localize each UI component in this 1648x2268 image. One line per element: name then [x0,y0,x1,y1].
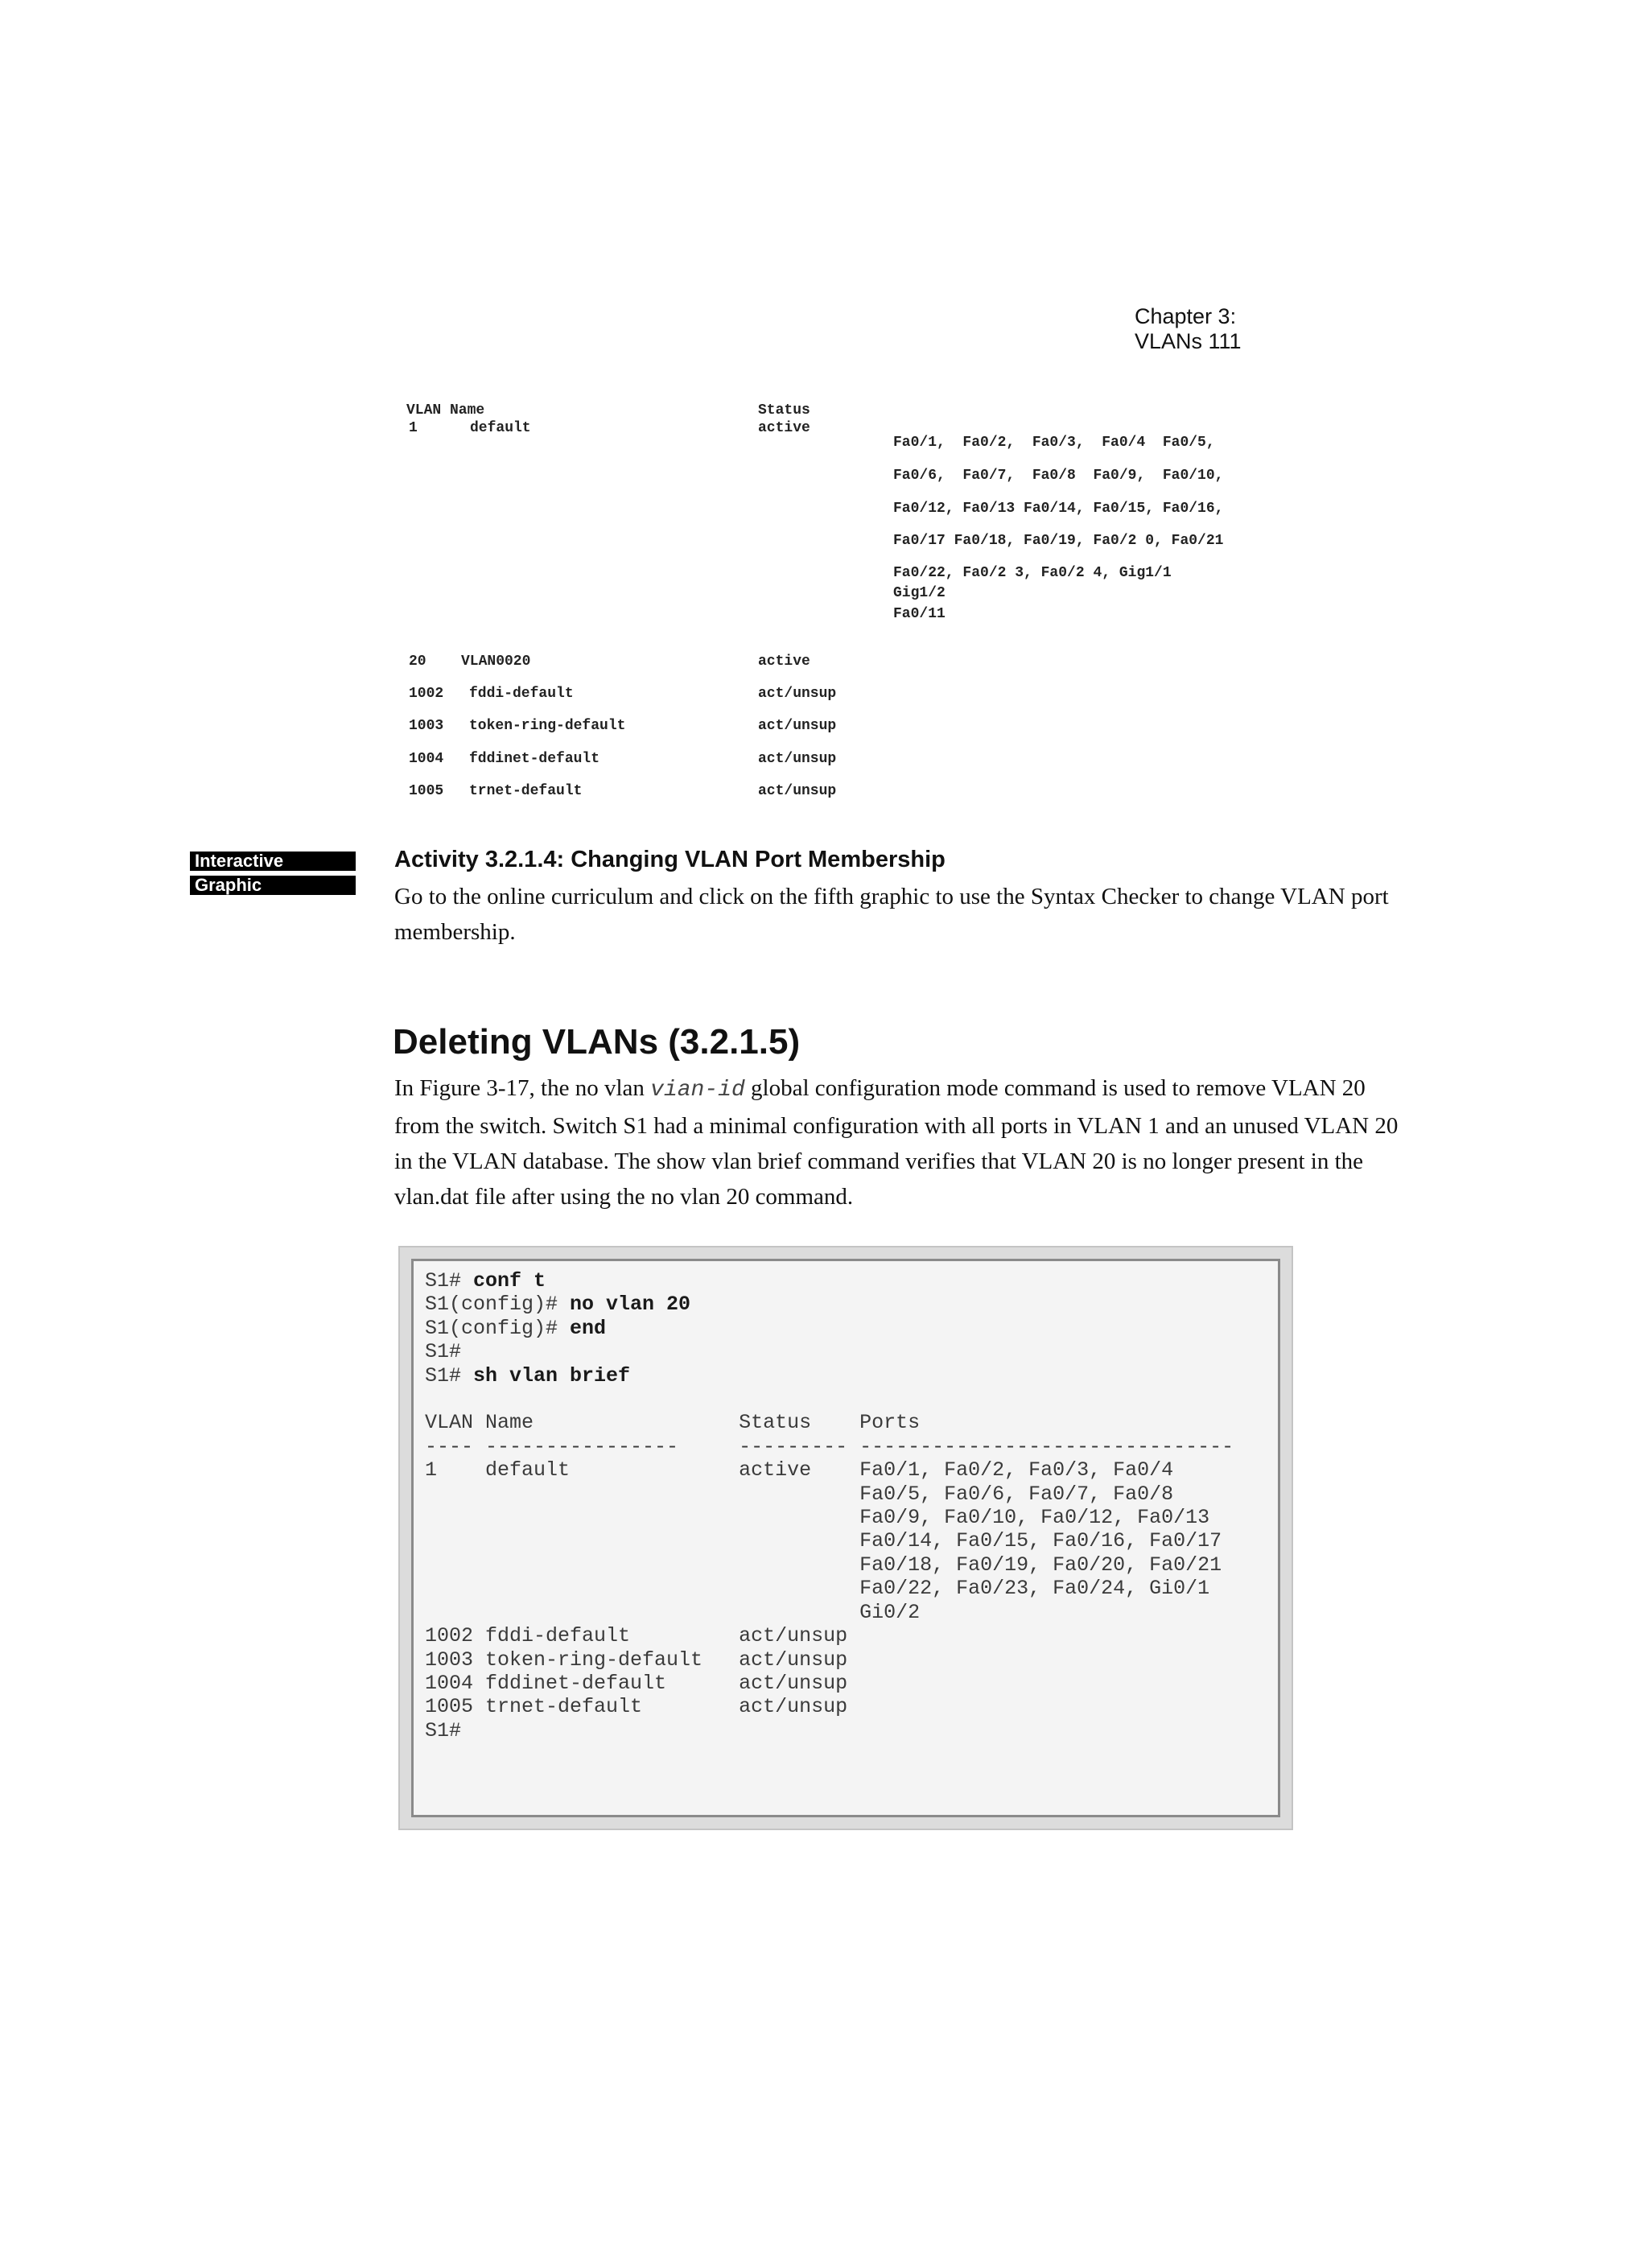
top-table-ports-line: Fa0/1, Fa0/2, Fa0/3, Fa0/4 Fa0/5, [893,435,1215,451]
terminal-table-line: Fa0/5, Fa0/6, Fa0/7, Fa0/8 [425,1482,1174,1506]
top-table-row-name: VLAN0020 [461,654,531,670]
top-table-ports-line: Gig1/2 [893,585,946,601]
top-table-row-status: act/unsup [758,718,837,734]
terminal-table-line: 1005 trnet-default act/unsup [425,1695,848,1719]
top-table-row-status: act/unsup [758,751,837,767]
top-table-ports-line: Fa0/17 Fa0/18, Fa0/19, Fa0/2 0, Fa0/21 [893,533,1224,549]
terminal-table-line: Fa0/18, Fa0/19, Fa0/20, Fa0/21 [425,1553,1222,1577]
top-table-row-id: 1003 [409,718,444,734]
top-table-row-name: trnet-default [469,783,583,799]
terminal-table-line: 1004 fddinet-default act/unsup [425,1671,848,1695]
terminal-prompt: S1# [425,1363,474,1388]
top-table-row-status: active [758,654,810,670]
top-table-row-id: 1005 [409,783,444,799]
terminal-output [425,1269,1234,1742]
top-table-row1-status: active [758,420,810,436]
terminal-prompt: S1# [425,1718,462,1742]
terminal-table-line: VLAN Name Status Ports [425,1411,921,1435]
activity-title: Activity 3.2.1.4: Changing VLAN Port Membership [394,847,946,872]
top-table-row-id: 1002 [409,686,444,702]
top-table-row1-id: 1 [409,420,418,436]
top-table-row-name: fddi-default [469,686,574,702]
top-table-ports-line: Fa0/6, Fa0/7, Fa0/8 Fa0/9, Fa0/10, [893,468,1224,484]
section-body-text: In Figure 3-17, the no vlan [394,1075,651,1101]
top-table-row-name: fddinet-default [469,751,600,767]
section-body [394,1070,1408,1214]
activity-body: Go to the online curriculum and click on the fifth graphic to use the Syntax Checker to change VLAN port membership. [394,884,1389,945]
top-table-ports-line: Fa0/11 [893,606,946,622]
top-table-row-status: act/unsup [758,783,837,799]
chapter-label: Chapter 3: [1135,304,1237,328]
terminal-window [411,1259,1280,1817]
terminal-table-line: 1002 fddi-default act/unsup [425,1624,848,1648]
top-table-header-status: Status [758,402,810,419]
interactive-badge: Interactive [190,852,356,871]
terminal-prompt: S1# [425,1340,462,1364]
terminal-table-line: 1003 token-ring-default act/unsup [425,1647,848,1672]
section-heading: Deleting VLANs (3.2.1.5) [393,1022,801,1062]
terminal-command: end [570,1316,607,1340]
terminal-table-line: 1 default active Fa0/1, Fa0/2, Fa0/3, Fa0/4 [425,1458,1174,1482]
section-body-command-arg: vian-id [650,1078,745,1103]
terminal-command: sh vlan brief [473,1363,631,1388]
terminal-prompt: S1(config)# [425,1316,571,1340]
terminal-table-line: Gi0/2 [425,1600,921,1624]
figure-terminal-frame [398,1246,1293,1830]
terminal-table-line: Fa0/14, Fa0/15, Fa0/16, Fa0/17 [425,1529,1222,1553]
top-table-ports-line: Fa0/12, Fa0/13 Fa0/14, Fa0/15, Fa0/16, [893,501,1224,517]
top-table-header-vlan-name: VLAN Name [406,402,485,419]
terminal-prompt: S1(config)# [425,1293,571,1317]
terminal-table-line: Fa0/22, Fa0/23, Fa0/24, Gi0/1 [425,1577,1210,1601]
running-header [1135,304,1242,354]
terminal-prompt: S1# [425,1269,474,1293]
top-table-row-status: act/unsup [758,686,837,702]
graphic-badge: Graphic [190,876,356,895]
section-body-text: global configuration mode command is used to remove VLAN 20 from the switch. Switch S1 had a minimal configuration with all ports in VLAN 1 and an unused VLAN 20 in the VLAN database. The show vlan brief command verifies that VLAN 20 is no longer present in the vlan.dat file after using the no vlan 20 command. [394,1075,1399,1210]
top-table-row-name: token-ring-default [469,718,626,734]
top-table-ports-line: Fa0/22, Fa0/2 3, Fa0/2 4, Gig1/1 [893,565,1172,581]
terminal-table-line: ---- ---------------- --------- ------------------------------- [425,1434,1234,1458]
terminal-command: conf t [473,1269,546,1293]
terminal-command: no vlan 20 [570,1293,691,1317]
top-table-row1-name: default [470,420,531,436]
top-table-row-id: 1004 [409,751,444,767]
chapter-title-page: VLANs 111 [1135,329,1242,353]
terminal-table-line: Fa0/9, Fa0/10, Fa0/12, Fa0/13 [425,1506,1210,1530]
top-table-row-id: 20 [409,654,426,670]
